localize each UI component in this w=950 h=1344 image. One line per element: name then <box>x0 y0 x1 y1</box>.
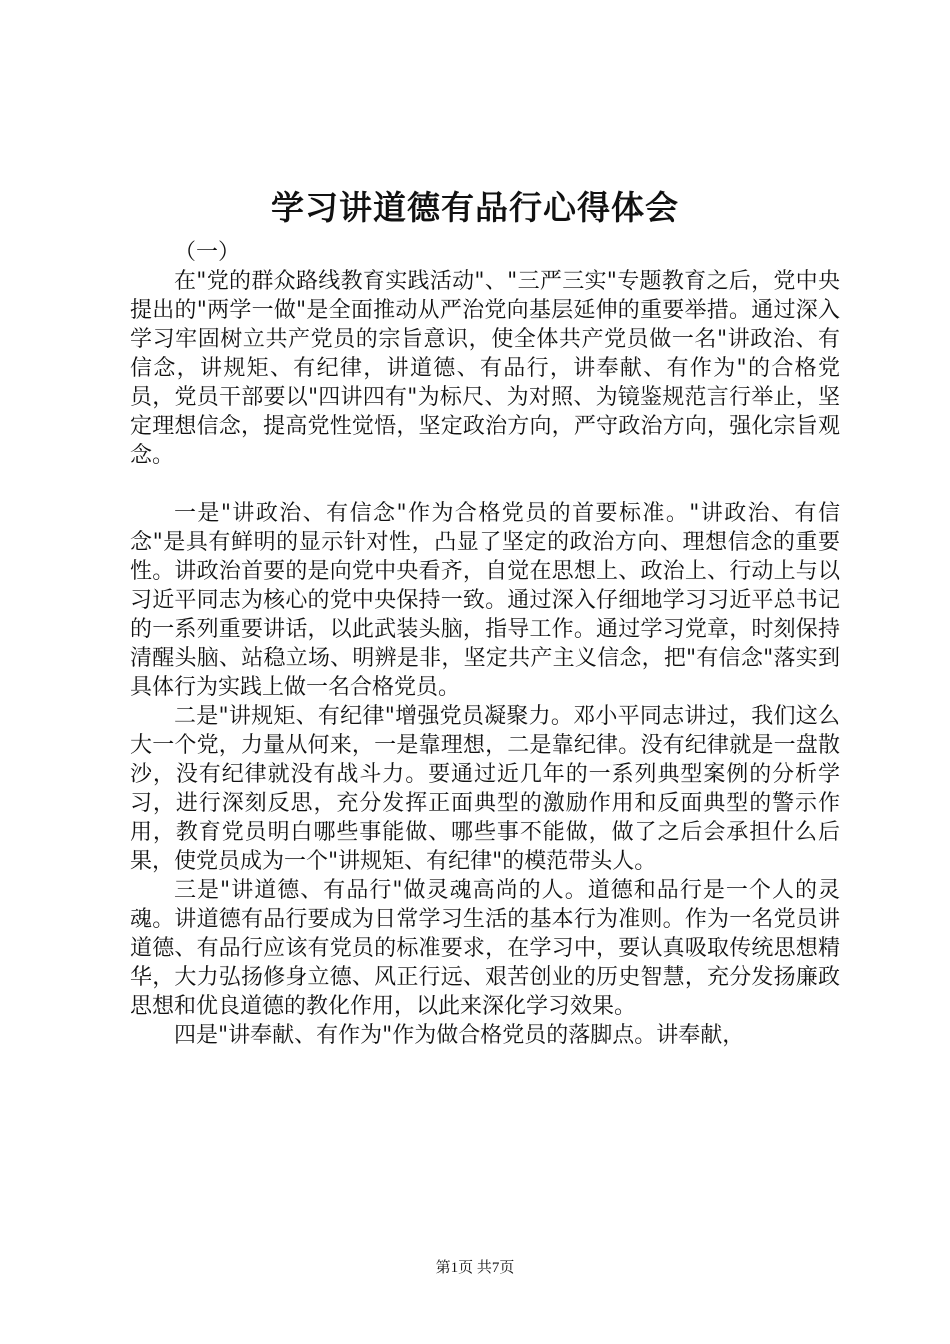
paragraph-point-three: 三是"讲道德、有品行"做灵魂高尚的人。道德和品行是一个人的灵魂。讲道德有品行要成为日常学习生活的基本行为准则。作为一名党员讲道德、有品行应该有党员的标准要求，在学习中，要认真吸取传统思想精华，大力弘扬修身立德、风正行远、艰苦创业的历史智慧，充分发扬廉政思想和优良道德的教化作用，以此来深化学习效果。 <box>130 878 840 1019</box>
document-body <box>130 238 840 1050</box>
paragraph-point-four: 四是"讲奉献、有作为"作为做合格党员的落脚点。讲奉献， <box>174 1023 745 1048</box>
paragraph-intro: 在"党的群众路线教育实践活动"、"三严三实"专题教育之后，党中央提出的"两学一做"是全面推动从严治党向基层延伸的重要举措。通过深入学习牢固树立共产党员的宗旨意识，使全体共产党员做一名"讲政治、有信念，讲规矩、有纪律，讲道德、有品行，讲奉献、有作为"的合格党员，党员干部要以"四讲四有"为标尺、为对照、为镜鉴规范言行举止，坚定理想信念，提高党性觉悟，坚定政治方向，严守政治方向，强化宗旨观念。 <box>130 269 840 468</box>
document-title: 学习讲道德有品行心得体会 <box>271 188 679 227</box>
page-footer: 第1页 共7页 <box>435 1260 515 1276</box>
section-label: （一） <box>174 240 241 265</box>
paragraph-point-two: 二是"讲规矩、有纪律"增强党员凝聚力。邓小平同志讲过，我们这么大一个党，力量从何来，一是靠理想，二是靠纪律。没有纪律就是一盘散沙，没有纪律就没有战斗力。要通过近几年的一系列典型案例的分析学习，进行深刻反思，充分发挥正面典型的激励作用和反面典型的警示作用，教育党员明白哪些事能做、哪些事不能做，做了之后会承担什么后果，使党员成为一个"讲规矩、有纪律"的模范带头人。 <box>130 704 840 874</box>
paragraph-point-one: 一是"讲政治、有信念"作为合格党员的首要标准。"讲政治、有信念"是具有鲜明的显示针对性，凸显了坚定的政治方向、理想信念的重要性。讲政治首要的是向党中央看齐，自觉在思想上、政治上、行动上与以习近平同志为核心的党中央保持一致。通过深入仔细地学习习近平总书记的一系列重要讲话，以此武装头脑，指导工作。通过学习党章，时刻保持清醒头脑、站稳立场、明辨是非，坚定共产主义信念，把"有信念"落实到具体行为实践上做一名合格党员。 <box>130 501 840 700</box>
paragraph-spacer <box>130 470 840 499</box>
